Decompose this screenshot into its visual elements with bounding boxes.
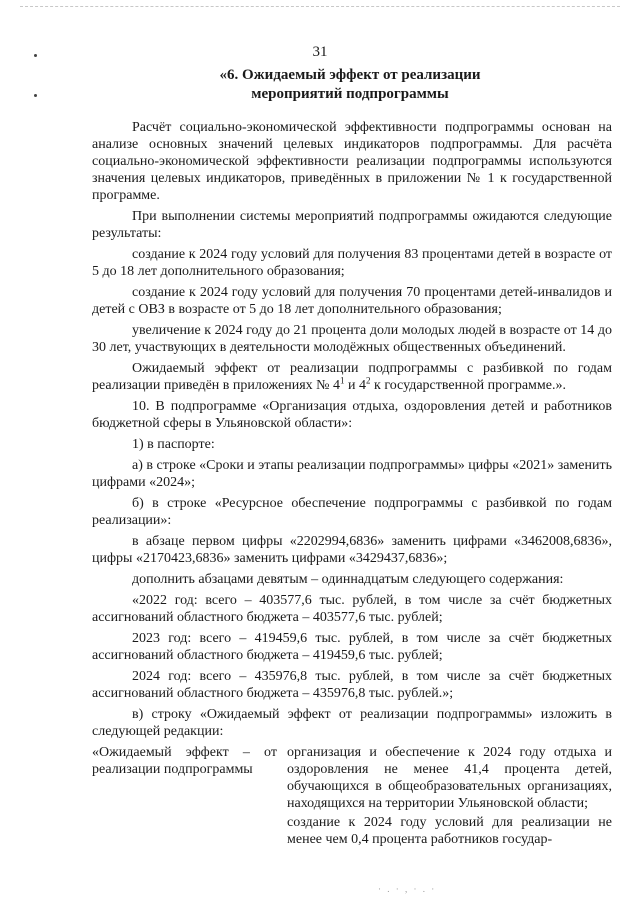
table-cell-label: «Ожидаемый эффект – от реализации подпрограммы: [92, 745, 277, 777]
paragraph-text: к государственной программе.».: [370, 378, 566, 393]
section-title-line: «6. Ожидаемый эффект от реализации: [219, 67, 481, 83]
paragraph: «2022 год: всего – 403577,6 тыс. рублей, в том числе за счёт бюджетных ассигнований областного бюджета – 403577,6 тыс. рублей;: [92, 593, 612, 625]
table-cell-paragraph: создание к 2024 году условий для реализации не менее чем 0,4 процента работников государ-: [287, 815, 612, 847]
paragraph: 10. В подпрограмме «Организация отдыха, оздоровления детей и работников бюджетной сферы в Ульяновской области»:: [92, 399, 612, 431]
paragraph-text: и 4: [344, 378, 367, 393]
paragraph: в абзаце первом цифры «2202994,6836» заменить цифрами «3462008,6836», цифры «2170423,6836» заменить цифрами «3429437,6836»;: [92, 534, 612, 566]
paragraph: в) строку «Ожидаемый эффект от реализации подпрограммы» изложить в следующей редакции:: [92, 707, 612, 739]
paragraph: 2023 год: всего – 419459,6 тыс. рублей, в том числе за счёт бюджетных ассигнований областного бюджета – 419459,6 тыс. рублей;: [92, 631, 612, 663]
paragraph: 1) в паспорте:: [132, 437, 215, 452]
paragraph: При выполнении системы мероприятий подпрограммы ожидаются следующие результаты:: [92, 209, 612, 241]
paragraph: создание к 2024 году условий для получения 83 процентами детей в возрасте от 5 до 18 лет дополнительного образования;: [92, 247, 612, 279]
scan-mark: [34, 94, 37, 97]
document-body: [92, 119, 612, 850]
paragraph: 2024 год: всего – 435976,8 тыс. рублей, в том числе за счёт бюджетных ассигнований областного бюджета – 435976,8 тыс. рублей.»;: [92, 669, 612, 701]
table-cell-paragraph: организация и обеспечение к 2024 году отдыха и оздоровления не менее 41,4 процента детей, обучающихся в общеобразовательных организациях, находящихся на территории Ульяновской области;: [287, 745, 612, 811]
superscript: 2: [366, 375, 371, 386]
superscript: 1: [340, 375, 345, 386]
paragraph: Расчёт социально-экономической эффективности подпрограммы основан на анализе основных значений целевых индикаторов подпрограммы. Для расчёта социально-экономической эффективности реализации подпрограммы используются значения целевых индикаторов, приведённых в приложении № 1 к государственной программе.: [92, 120, 612, 203]
paragraph: [92, 360, 612, 394]
paragraph-text: Ожидаемый эффект от реализации подпрограммы с разбивкой по годам реализации приведён в приложениях № 4: [92, 361, 612, 393]
section-title: [180, 66, 520, 104]
scan-artifact: · . · , · . ·: [378, 884, 437, 894]
table-cell-value: [287, 744, 612, 850]
paragraph: создание к 2024 году условий для получения 70 процентами детей-инвалидов и детей с ОВЗ в возрасте от 5 до 18 лет дополнительного образования;: [92, 285, 612, 317]
paragraph: а) в строке «Сроки и этапы реализации подпрограммы» цифры «2021» заменить цифрами «2024»;: [92, 458, 612, 490]
page-number: 31: [312, 44, 328, 60]
section-title-line: мероприятий подпрограммы: [251, 86, 449, 102]
paragraph: дополнить абзацами девятым – одиннадцатым следующего содержания:: [132, 572, 564, 587]
paragraph: увеличение к 2024 году до 21 процента доли молодых людей в возрасте от 14 до 30 лет, участвующих в деятельности молодёжных общественных объединений.: [92, 323, 612, 355]
paragraph: б) в строке «Ресурсное обеспечение подпрограммы с разбивкой по годам реализации»:: [92, 496, 612, 528]
scan-border: [20, 6, 620, 7]
passport-table-row: [92, 744, 612, 850]
